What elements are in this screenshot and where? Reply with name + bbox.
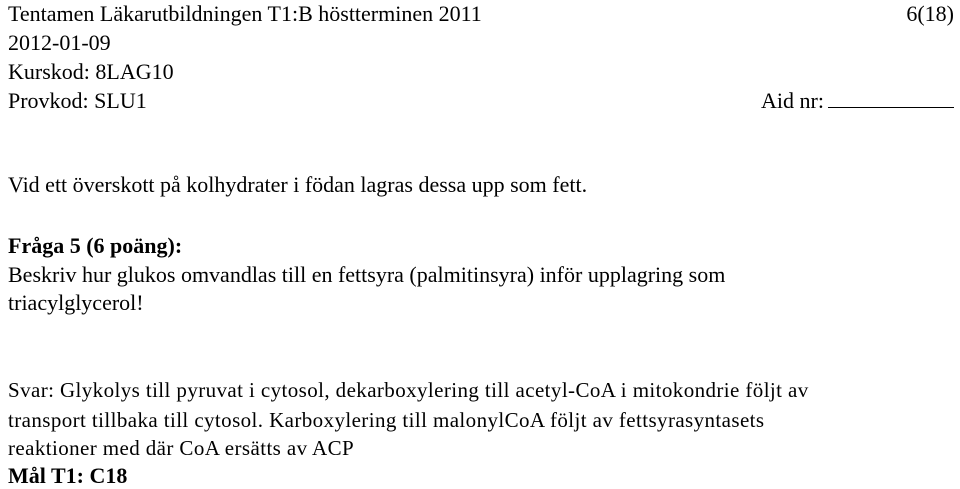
question-text-line2: triacylglycerol! (8, 290, 144, 315)
intro-text: Vid ett överskott på kolhydrater i födan lagras dessa upp som fett. (8, 172, 588, 197)
answer-line1: Svar: Glykolys till pyruvat i cytosol, dekarboxylering till acetyl-CoA i mitokondrie följt av (8, 378, 809, 402)
answer-line2: transport tillbaka till cytosol. Karboxylering till malonylCoA följt av fettsyrasyntasets (8, 408, 765, 432)
aid-number-field (761, 88, 954, 114)
page-number: 6(18) (906, 1, 954, 26)
aid-number-blank (828, 89, 954, 108)
question-heading: Fråga 5 (6 poäng): (8, 233, 183, 258)
answer-line3: reaktioner med där CoA ersätts av ACP (8, 436, 355, 460)
test-code: Provkod: SLU1 (8, 88, 147, 113)
exam-title: Tentamen Läkarutbildningen T1:B höstterminen 2011 (8, 1, 482, 26)
exam-date: 2012-01-09 (8, 30, 111, 55)
aid-label: Aid nr: (761, 88, 824, 113)
learning-goal: Mål T1: C18 (8, 463, 128, 488)
question-text-line1: Beskriv hur glukos omvandlas till en fettsyra (palmitinsyra) inför upplagring som (8, 262, 726, 287)
course-code: Kurskod: 8LAG10 (8, 59, 174, 84)
